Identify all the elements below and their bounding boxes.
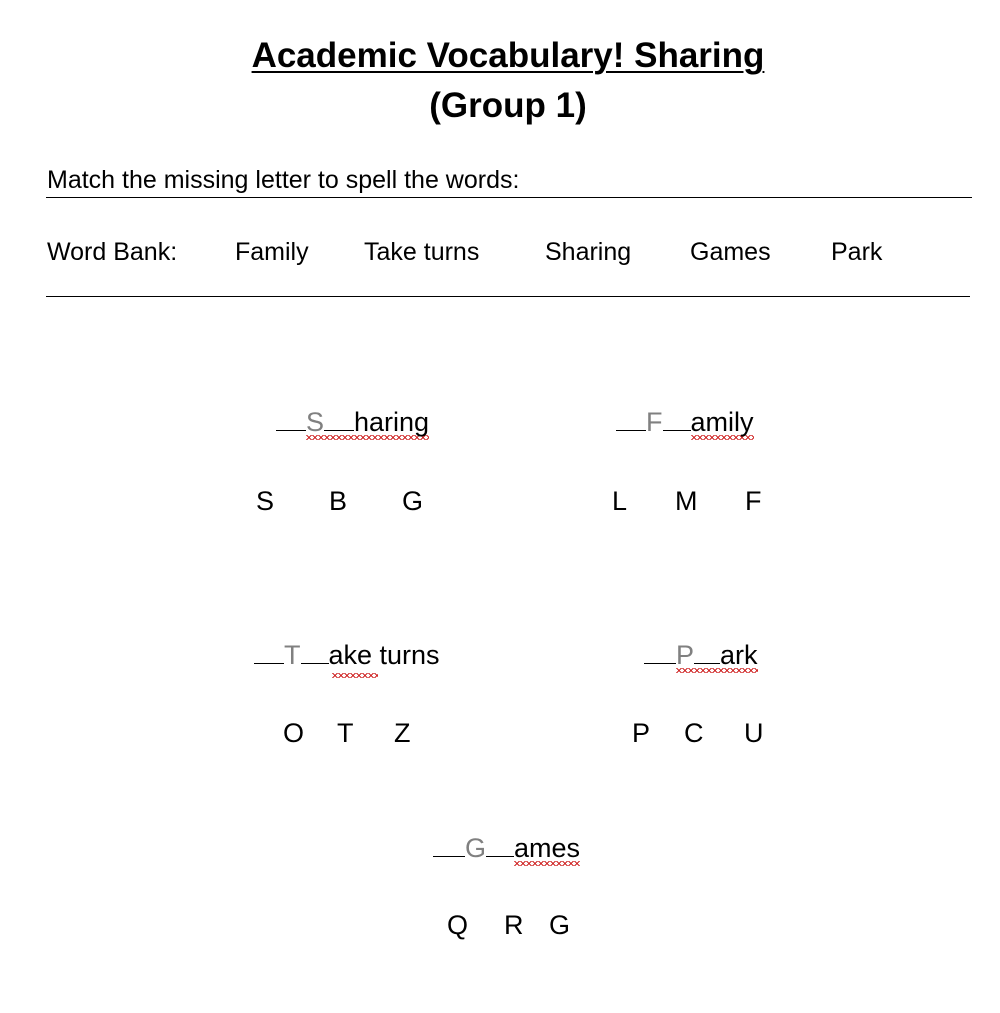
letter-option[interactable]: B	[329, 486, 348, 516]
letter-option[interactable]: Z	[394, 718, 411, 748]
word-remainder: amily	[691, 407, 754, 440]
divider-line	[46, 197, 972, 198]
word-remainder: ames	[514, 833, 580, 866]
letter-blank[interactable]	[694, 639, 720, 664]
letter-option[interactable]: M	[675, 486, 698, 516]
letter-option[interactable]: C	[684, 718, 704, 748]
puzzle-word	[616, 405, 754, 439]
puzzle-word	[433, 831, 580, 865]
letter-option[interactable]: F	[745, 486, 762, 516]
answer-letter: P	[676, 640, 695, 670]
letter-blank[interactable]	[301, 639, 329, 664]
page-title: Academic Vocabulary! Sharing	[251, 36, 765, 75]
instruction-text: Match the missing letter to spell the words:	[47, 166, 520, 194]
letter-option[interactable]: L	[612, 486, 628, 516]
letter-options	[0, 908, 1000, 942]
puzzle-word	[254, 638, 440, 672]
word-bank-word: Sharing	[545, 238, 632, 266]
letter-blank[interactable]	[663, 406, 691, 431]
puzzle-word	[276, 405, 429, 439]
letter-blank[interactable]	[616, 406, 646, 431]
answer-letter: F	[646, 407, 663, 437]
letter-blank[interactable]	[324, 406, 354, 431]
letter-option[interactable]: G	[402, 486, 424, 516]
divider-line	[46, 296, 970, 297]
answer-letter: S	[306, 407, 325, 437]
page-subtitle: (Group 1)	[429, 86, 587, 125]
word-bank-label: Word Bank:	[47, 238, 178, 266]
word-remainder: haring	[354, 407, 430, 437]
letter-blank[interactable]	[486, 832, 514, 857]
word-bank-word: Family	[235, 238, 309, 266]
letter-blank[interactable]	[644, 639, 676, 664]
letter-option[interactable]: S	[256, 486, 275, 516]
word-bank-word: Games	[690, 238, 771, 266]
letter-blank[interactable]	[254, 639, 284, 664]
letter-blank[interactable]	[276, 406, 306, 431]
letter-option[interactable]: O	[283, 718, 305, 748]
letter-option[interactable]: P	[632, 718, 651, 748]
word-remainder: ake turns	[328, 640, 440, 670]
word-bank-word: Take turns	[364, 238, 480, 266]
letter-option[interactable]: T	[337, 718, 354, 748]
letter-option[interactable]: R	[504, 910, 524, 940]
letter-option[interactable]: Q	[447, 910, 469, 940]
word-remainder: ark	[720, 640, 758, 670]
spellcheck-squiggle	[332, 673, 378, 678]
letter-blank[interactable]	[433, 832, 465, 857]
answer-letter: T	[284, 640, 301, 670]
puzzle-word	[644, 638, 758, 672]
letter-options	[0, 716, 1000, 750]
letter-options	[0, 484, 1000, 518]
answer-letter: G	[465, 833, 487, 863]
letter-option[interactable]: U	[744, 718, 764, 748]
word-bank-word: Park	[831, 238, 883, 266]
letter-option[interactable]: G	[549, 910, 571, 940]
